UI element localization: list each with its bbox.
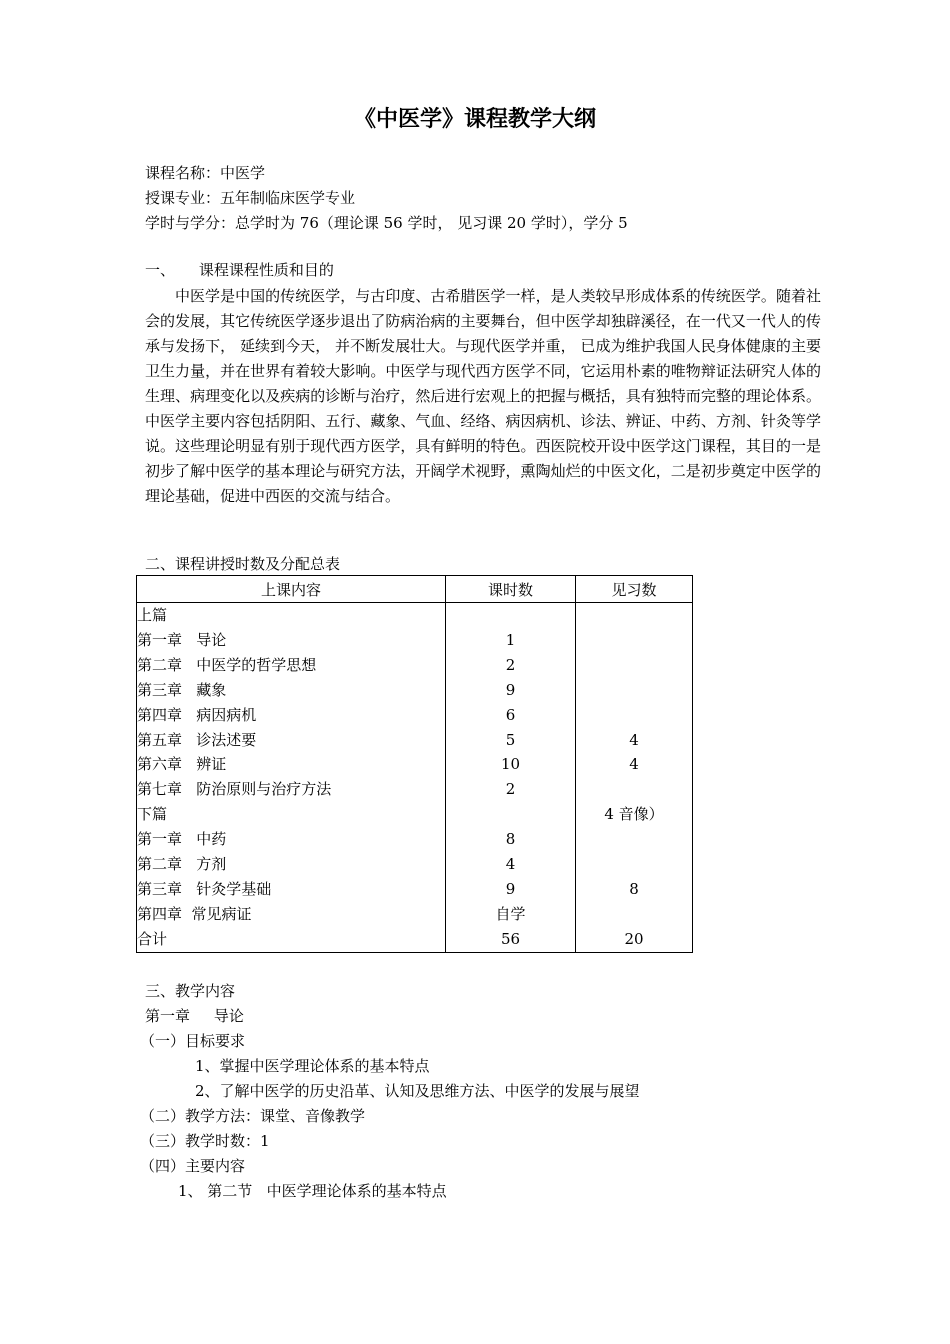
row-hours: 2 [446, 777, 576, 802]
row-practice [576, 777, 693, 802]
column-header-hours: 课时数 [446, 576, 576, 603]
row-hours: 自学 [446, 902, 576, 927]
row-practice: 4 [576, 752, 693, 777]
column-header-practice: 见习数 [576, 576, 693, 603]
row-hours: 56 [446, 927, 576, 952]
row-content: 第三章 藏象 [137, 678, 446, 703]
row-hours: 5 [446, 728, 576, 753]
row-practice: 4 [576, 728, 693, 753]
row-content: 第四章 病因病机 [137, 703, 446, 728]
row-practice [576, 628, 693, 653]
section1-heading: 一、 课程课程性质和目的 [145, 261, 334, 279]
row-hours: 8 [446, 827, 576, 852]
content-item: 1、 第二节 中医学理论体系的基本特点 [178, 1182, 447, 1200]
row-content: 第四章 常见病证 [137, 902, 446, 927]
row-hours: 9 [446, 877, 576, 902]
table-row [137, 678, 693, 703]
section1-paragraph: 中医学是中国的传统医学，与古印度、古希腊医学一样，是人类较早形成体系的传统医学。随着社会的发展，其它传统医学逐步退出了防病治病的主要舞台，但中医学却独辟溪径，在一代又一代人的传承与发扬下， 延续到今天， 并不断发展壮大。与现代医学并重， 已成为维护我国人民身体健康的主要卫生力量，并在世界有着较大影响。中医学与现代西方医学不同，它运用朴素的唯物辩证法研究人体的生理、病理变化以及疾病的诊断与治疗，然后进行宏观上的把握与概括，具有独特而完整的理论体系。中医学主要内容包括阴阳、五行、藏象、气血、经络、病因病机、诊法、辨证、中药、方剂、针灸等学说。这些理论明显有别于现代西方医学，具有鲜明的特色。西医院校开设中医学这门课程，其目的一是初步了解中医学的基本理论与研究方法，开阔学术视野，熏陶灿烂的中医文化，二是初步奠定中医学的理论基础，促进中西医的交流与结合。 [145, 287, 821, 505]
row-practice [576, 678, 693, 703]
section2-heading: 二、课程讲授时数及分配总表 [145, 555, 341, 573]
course-name-line: 课程名称：中医学 [145, 164, 266, 182]
row-content: 第七章 防治原则与治疗方法 [137, 777, 446, 802]
column-header-content: 上课内容 [137, 576, 446, 603]
table-row [137, 603, 693, 628]
row-practice [576, 827, 693, 852]
row-hours: 1 [446, 628, 576, 653]
table-row [137, 777, 693, 802]
goal-item: 2、了解中医学的历史沿革、认知及思维方法、中医学的发展与展望 [195, 1082, 640, 1100]
row-hours: 10 [446, 752, 576, 777]
row-content: 合计 [137, 927, 446, 952]
row-practice: 4 音像） [576, 802, 693, 827]
goal-item: 1、掌握中医学理论体系的基本特点 [195, 1057, 430, 1075]
row-content: 下篇 [137, 802, 446, 827]
row-content: 第一章 中药 [137, 827, 446, 852]
row-practice [576, 603, 693, 628]
row-content: 第六章 辨证 [137, 752, 446, 777]
row-hours: 4 [446, 852, 576, 877]
hours-distribution-table [136, 575, 693, 953]
section3-heading: 三、教学内容 [145, 982, 236, 1000]
table-row [137, 653, 693, 678]
row-content: 第三章 针灸学基础 [137, 877, 446, 902]
row-content: 第二章 中医学的哲学思想 [137, 653, 446, 678]
row-practice [576, 852, 693, 877]
teaching-hours: （三）教学时数：1 [140, 1132, 270, 1150]
chapter-heading: 第一章 导论 [145, 1007, 244, 1025]
row-practice: 8 [576, 877, 693, 902]
table-row [137, 728, 693, 753]
row-practice: 20 [576, 927, 693, 952]
document-title: 《中医学》课程教学大纲 [353, 107, 596, 132]
table-row-total [137, 927, 693, 952]
table-row [137, 902, 693, 927]
teaching-method: （二）教学方法：课堂、音像教学 [140, 1107, 366, 1125]
table-row [137, 628, 693, 653]
content-heading: （四）主要内容 [140, 1157, 246, 1175]
hours-credits-line: 学时与学分：总学时为 76（理论课 56 学时， 见习课 20 学时），学分 5 [145, 214, 628, 232]
table-row [137, 852, 693, 877]
row-hours: 2 [446, 653, 576, 678]
row-content: 第一章 导论 [137, 628, 446, 653]
table-row [137, 703, 693, 728]
table-row [137, 802, 693, 827]
row-hours: 9 [446, 678, 576, 703]
row-content: 上篇 [137, 603, 446, 628]
row-hours [446, 603, 576, 628]
row-practice [576, 703, 693, 728]
table-header-row [137, 576, 693, 603]
goal-heading: （一）目标要求 [140, 1032, 246, 1050]
row-content: 第二章 方剂 [137, 852, 446, 877]
table-row [137, 827, 693, 852]
row-practice [576, 902, 693, 927]
table-row [137, 877, 693, 902]
row-practice [576, 653, 693, 678]
row-hours: 6 [446, 703, 576, 728]
row-content: 第五章 诊法述要 [137, 728, 446, 753]
major-line: 授课专业：五年制临床医学专业 [145, 189, 356, 207]
row-hours [446, 802, 576, 827]
table-row [137, 752, 693, 777]
